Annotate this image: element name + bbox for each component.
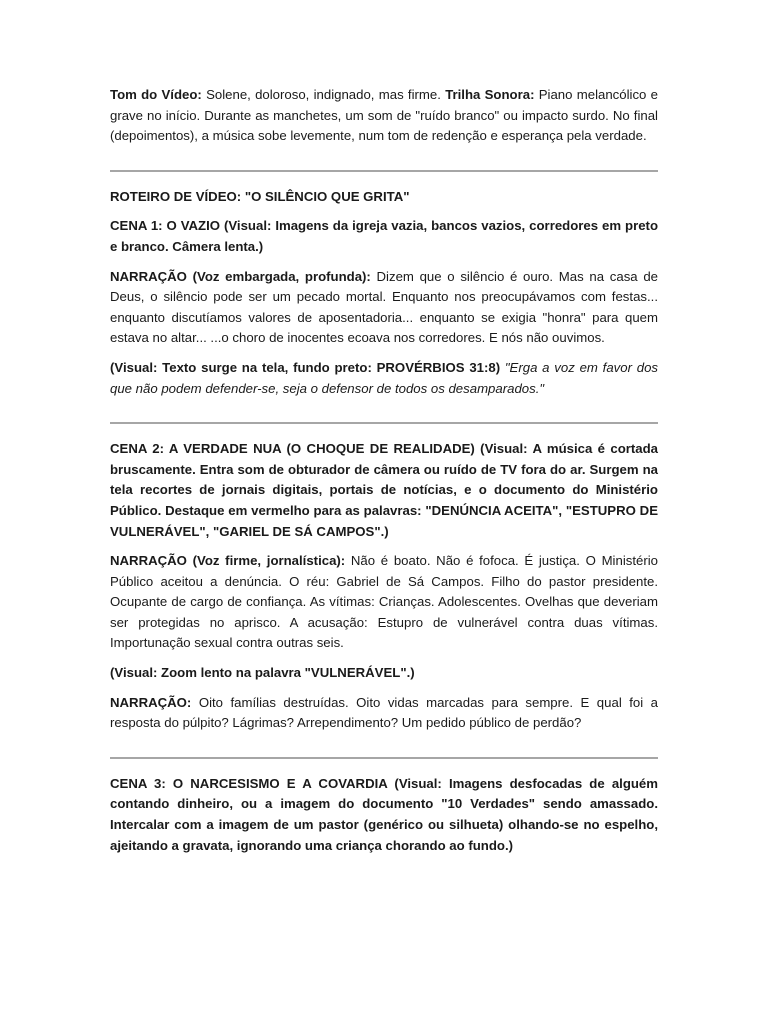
scene1-narration-text: Dizem que o silêncio é ouro. Mas na casa de Deus, o silêncio pode ser um pecado mortal. Enquanto nos preocupávamos com festas... enquanto discutíamos valores de aposentadoria... enquanto se exigia "honra" para quem estava no altar... ...o choro de inocentes ecoava nos corredores. E nós não ouvimos. (110, 268, 658, 346)
scene3-heading: CENA 3: O NARCESISMO E A COVARDIA (Visual: Imagens desfocadas de alguém contando dinheiro, ou a imagem do documento "10 Verdades" sendo amassado. Intercalar com a imagem de um pastor (genérico ou silhueta) olhando-se no espelho, ajeitando a gravata, ignorando uma criança chorando ao fundo.) (110, 775, 658, 853)
scene2-narration-2 (110, 693, 658, 734)
scene2-narration1-label: NARRAÇÃO (Voz firme, jornalística): (110, 553, 346, 569)
script-title: ROTEIRO DE VÍDEO: "O SILÊNCIO QUE GRITA" (110, 188, 410, 204)
divider (110, 170, 658, 172)
scene2-visual-note: (Visual: Zoom lento na palavra "VULNERÁVEL".) (110, 665, 415, 681)
document-page (110, 85, 658, 856)
scene2-narration2-label: NARRAÇÃO: (110, 694, 192, 710)
scene1-narration-label: NARRAÇÃO (Voz embargada, profunda): (110, 268, 371, 284)
scene1-visual-label: (Visual: Texto surge na tela, fundo preto: PROVÉRBIOS 31:8) (110, 359, 501, 375)
tone-label: Tom do Vídeo: (110, 87, 202, 102)
scene2-heading: CENA 2: A VERDADE NUA (O CHOQUE DE REALIDADE) (Visual: A música é cortada bruscamente. Entra som de obturador de câmera ou ruído de TV fora do ar. Surgem na tela recortes de jornais digitais, portais de notícias, e o documento do Ministério Público. Destaque em vermelho para as palavras: "DENÚNCIA ACEITA", "ESTUPRO DE VULNERÁVEL", "GARIEL DE SÁ CAMPOS".) (110, 441, 658, 539)
track-text: Piano melancólico e grave no início. Durante as manchetes, um som de "ruído branco" ou impacto surdo. No final (depoimentos), a música sobe levemente, num tom de redenção e esperança pela verdade. (110, 87, 658, 144)
scene2-narration-1 (110, 551, 658, 654)
scene2-narration2-text: Oito famílias destruídas. Oito vidas marcadas para sempre. E qual foi a resposta do púlpito? Lágrimas? Arrependimento? Um pedido público de perdão? (110, 694, 658, 731)
scene1-visual-quote: "Erga a voz em favor dos que não podem defender-se, seja o defensor de todos os desamparados." (110, 359, 659, 396)
scene1-heading: CENA 1: O VAZIO (Visual: Imagens da igreja vazia, bancos vazios, corredores em preto e branco. Câmera lenta.) (110, 218, 658, 254)
track-label: Trilha Sonora: (445, 87, 535, 102)
scene1-visual (110, 358, 658, 399)
divider (110, 422, 658, 424)
scene1-narration (110, 267, 658, 349)
divider (110, 757, 658, 759)
scene2-narration1-text: Não é boato. Não é fofoca. É justiça. O Ministério Público aceitou a denúncia. O réu: Gabriel de Sá Campos. Filho do pastor presidente. Ocupante de cargo de confiança. As vítimas: Crianças. Adolescentes. Ovelhas que deveriam ser protegidas no aprisco. A acusação: Estupro de vulnerável contra duas vítimas. Importunação sexual contra outras seis. (110, 553, 658, 651)
intro-paragraph (110, 85, 658, 147)
tone-text: Solene, doloroso, indignado, mas firme. (201, 87, 446, 102)
